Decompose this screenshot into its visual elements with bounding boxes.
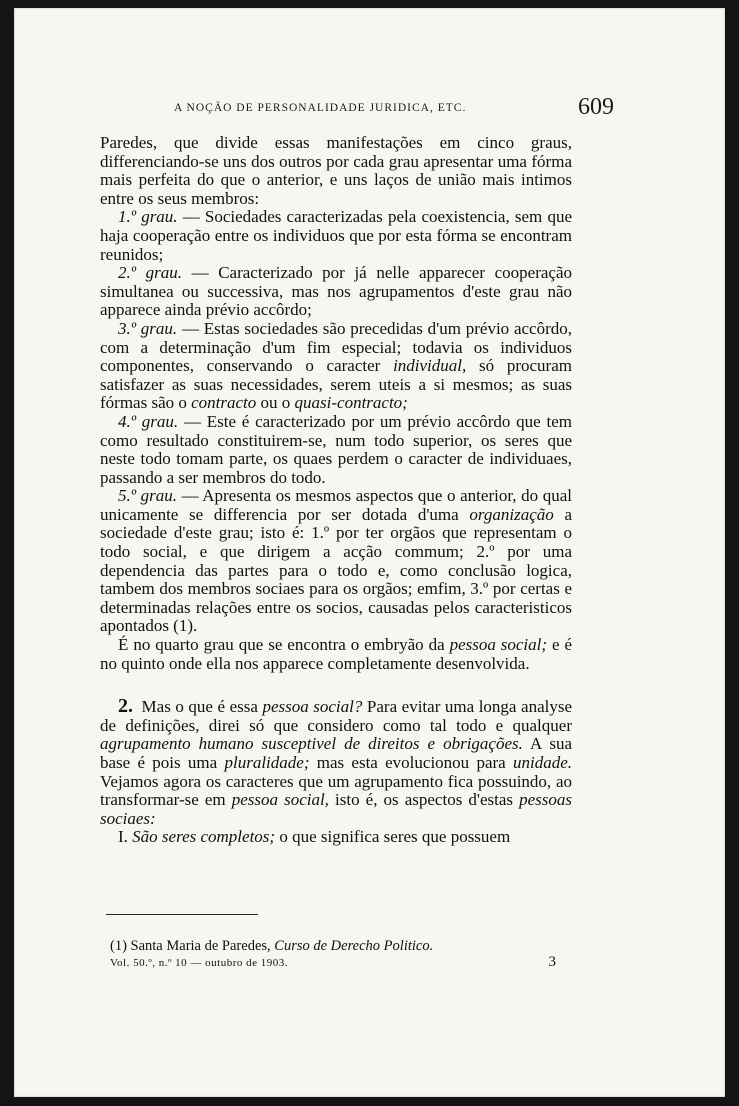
paragraph: Paredes, que divide essas manifestações em cinco graus, differenciando-se uns dos outros por cada grau apresentar uma fórma mais perfeita do que o anterior, e uns laços de união mais intimos entre os seus membros: bbox=[100, 133, 572, 208]
book-page bbox=[14, 8, 725, 1097]
page-number: 609 bbox=[578, 94, 614, 120]
body-text bbox=[100, 134, 572, 847]
section-gap bbox=[100, 673, 572, 697]
volume-line bbox=[110, 954, 570, 970]
volume-label: Vol. 50.º, n.º 10 bbox=[110, 957, 188, 969]
paragraph-embryo: É no quarto grau que se encontra o embryão da pessoa social; e é no quinto onde ella nos apparece completamente desenvolvida. bbox=[100, 635, 572, 673]
running-title: A NOÇÃO DE PERSONALIDADE JURIDICA, ETC. bbox=[174, 102, 467, 114]
page-header bbox=[174, 96, 614, 126]
volume-date: — outubro de 1903. bbox=[187, 957, 289, 969]
footnote bbox=[110, 936, 580, 956]
paragraph-grau-5: 5.º grau. — Apresenta os mesmos aspectos que o anterior, do qual unicamente se differencia por ser dotada d'uma organização a sociedade d'este grau; isto é: 1.º por ter orgãos que representam o todo social, e que dirigem a acção commum; 2.º por uma dependencia das partes para o todo e, como conclusão logica, tambem dos membros sociaes para os orgãos; emfim, 3.º por certas e determinadas relações entre os socios, causadas pelos caracteristicos apontados (1). bbox=[100, 486, 572, 636]
section-number: 2. bbox=[118, 695, 133, 718]
paragraph-grau-3: 3.º grau. — Estas sociedades são precedidas d'um prévio accôrdo, com a determinação d'um fim especial; todavia os individuos componentes, conservando o caracter individual, só procuram satisfazer as suas necessidades, serem uteis a si mesmos; as suas fórmas são o contracto ou o quasi-contracto; bbox=[100, 318, 572, 413]
signature-mark: 3 bbox=[548, 954, 556, 970]
footnote-citation: (1) Santa Maria de Paredes, bbox=[110, 938, 275, 954]
section-2-paragraph: 2. Mas o que é essa pessoa social? Para evitar uma longa analyse de definições, direi só que considero como tal todo e qualquer agrupamento humano susceptivel de direitos e obrigações. A sua base é pois uma pluralidade; mas esta evolucionou para unidade. Vejamos agora os caracteres que um agrupamento fica possuindo, ao transformar-se em pessoa social, isto é, os aspectos d'estas pessoas sociaes: bbox=[100, 695, 573, 828]
paragraph-item-i: I. São seres completos; o que significa seres que possuem bbox=[118, 827, 511, 847]
paragraph-grau-1: 1.º grau. — Sociedades caracterizadas pela coexistencia, sem que haja cooperação entre os individuos que por esta fórma se encontram reunidos; bbox=[100, 207, 572, 264]
footnote-book-title: Curso de Derecho Politico. bbox=[274, 938, 434, 954]
paragraph-grau-4: 4.º grau. — Este é caracterizado por um prévio accôrdo que tem como resultado constituirem-se, num todo superior, os seres que neste todo tomam parte, os quaes perdem o caracter de individuaes, passando a ser membros do todo. bbox=[100, 411, 572, 487]
footnote-divider bbox=[106, 914, 258, 915]
paragraph-grau-2: 2.º grau. — Caracterizado por já nelle apparecer cooperação simultanea ou successiva, mas nos agrupamentos d'este grau não apparece ainda prévio accôrdo; bbox=[100, 263, 572, 320]
